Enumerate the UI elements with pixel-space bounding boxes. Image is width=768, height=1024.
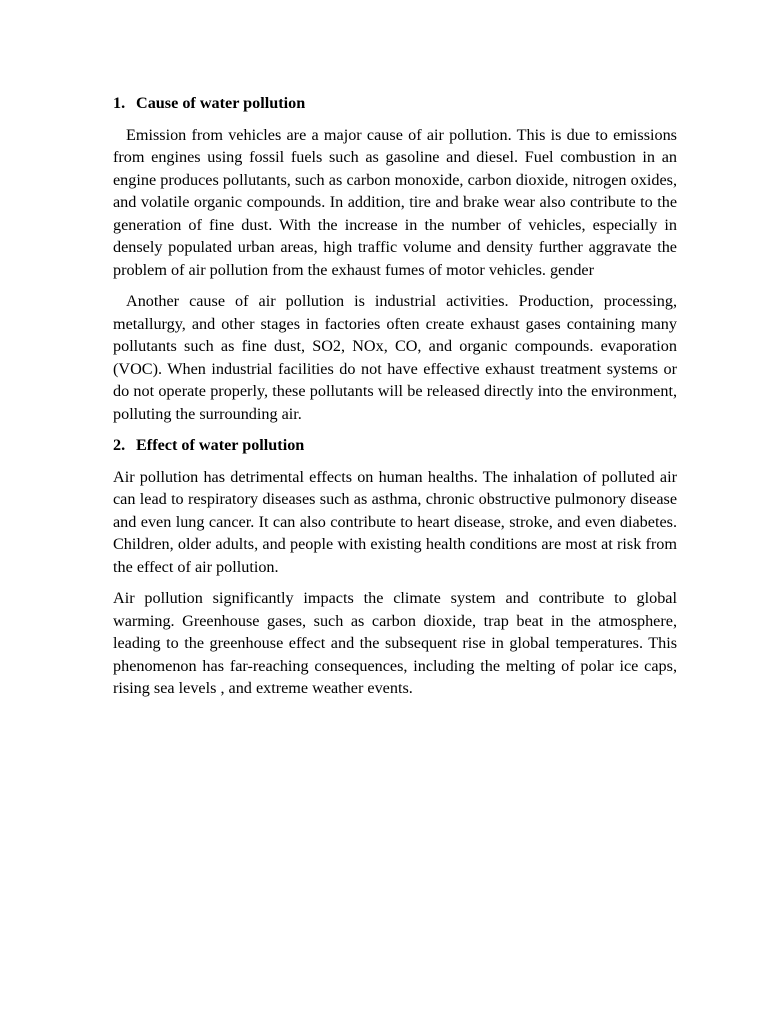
section-heading-cause xyxy=(113,92,677,115)
section-title: Cause of water pollution xyxy=(136,94,306,112)
document-page xyxy=(113,92,677,709)
paragraph-industrial-activities: Another cause of air pollution is industrial activities. Production, processing, metallurgy, and other stages in factories often create exhaust gases containing many pollutants such as fine dust, SO2, NOx, CO, and organic compounds. evaporation (VOC). When industrial facilities do not have effective exhaust treatment systems or do not operate properly, these pollutants will be released directly into the environment, polluting the surrounding air. xyxy=(113,292,677,423)
section-number: 2. xyxy=(113,436,126,454)
paragraph-health-effects: Air pollution has detrimental effects on human healths. The inhalation of polluted air can lead to respiratory diseases such as asthma, chronic obstructive pulmonory disease and even lung cancer. It can also contribute to heart disease, stroke, and even diabetes. Children, older adults, and people with existing health conditions are most at risk from the effect of air pollution. xyxy=(113,467,677,576)
paragraph-vehicle-emissions: Emission from vehicles are a major cause of air pollution. This is due to emissions from engines using fossil fuels such as gasoline and diesel. Fuel combustion in an engine produces pollutants, such as carbon monoxide, carbon dioxide, nitrogen oxides, and volatile organic compounds. In addition, tire and brake wear also contribute to the generation of fine dust. With the increase in the number of vehicles, especially in densely populated urban areas, high traffic volume and density further aggravate the problem of air pollution from the exhaust fumes of motor vehicles. gender xyxy=(113,125,677,279)
section-heading-effect xyxy=(113,434,677,457)
paragraph-climate-effects: Air pollution significantly impacts the climate system and contribute to global warming. Greenhouse gases, such as carbon dioxide, trap beat in the atmosphere, leading to the greenhouse effect and the subsequent rise in global temperatures. This phenomenon has far-reaching consequences, including the melting of polar ice caps, rising sea levels , and extreme weather events. xyxy=(113,589,677,697)
section-number: 1. xyxy=(113,94,126,112)
section-title: Effect of water pollution xyxy=(136,436,305,454)
